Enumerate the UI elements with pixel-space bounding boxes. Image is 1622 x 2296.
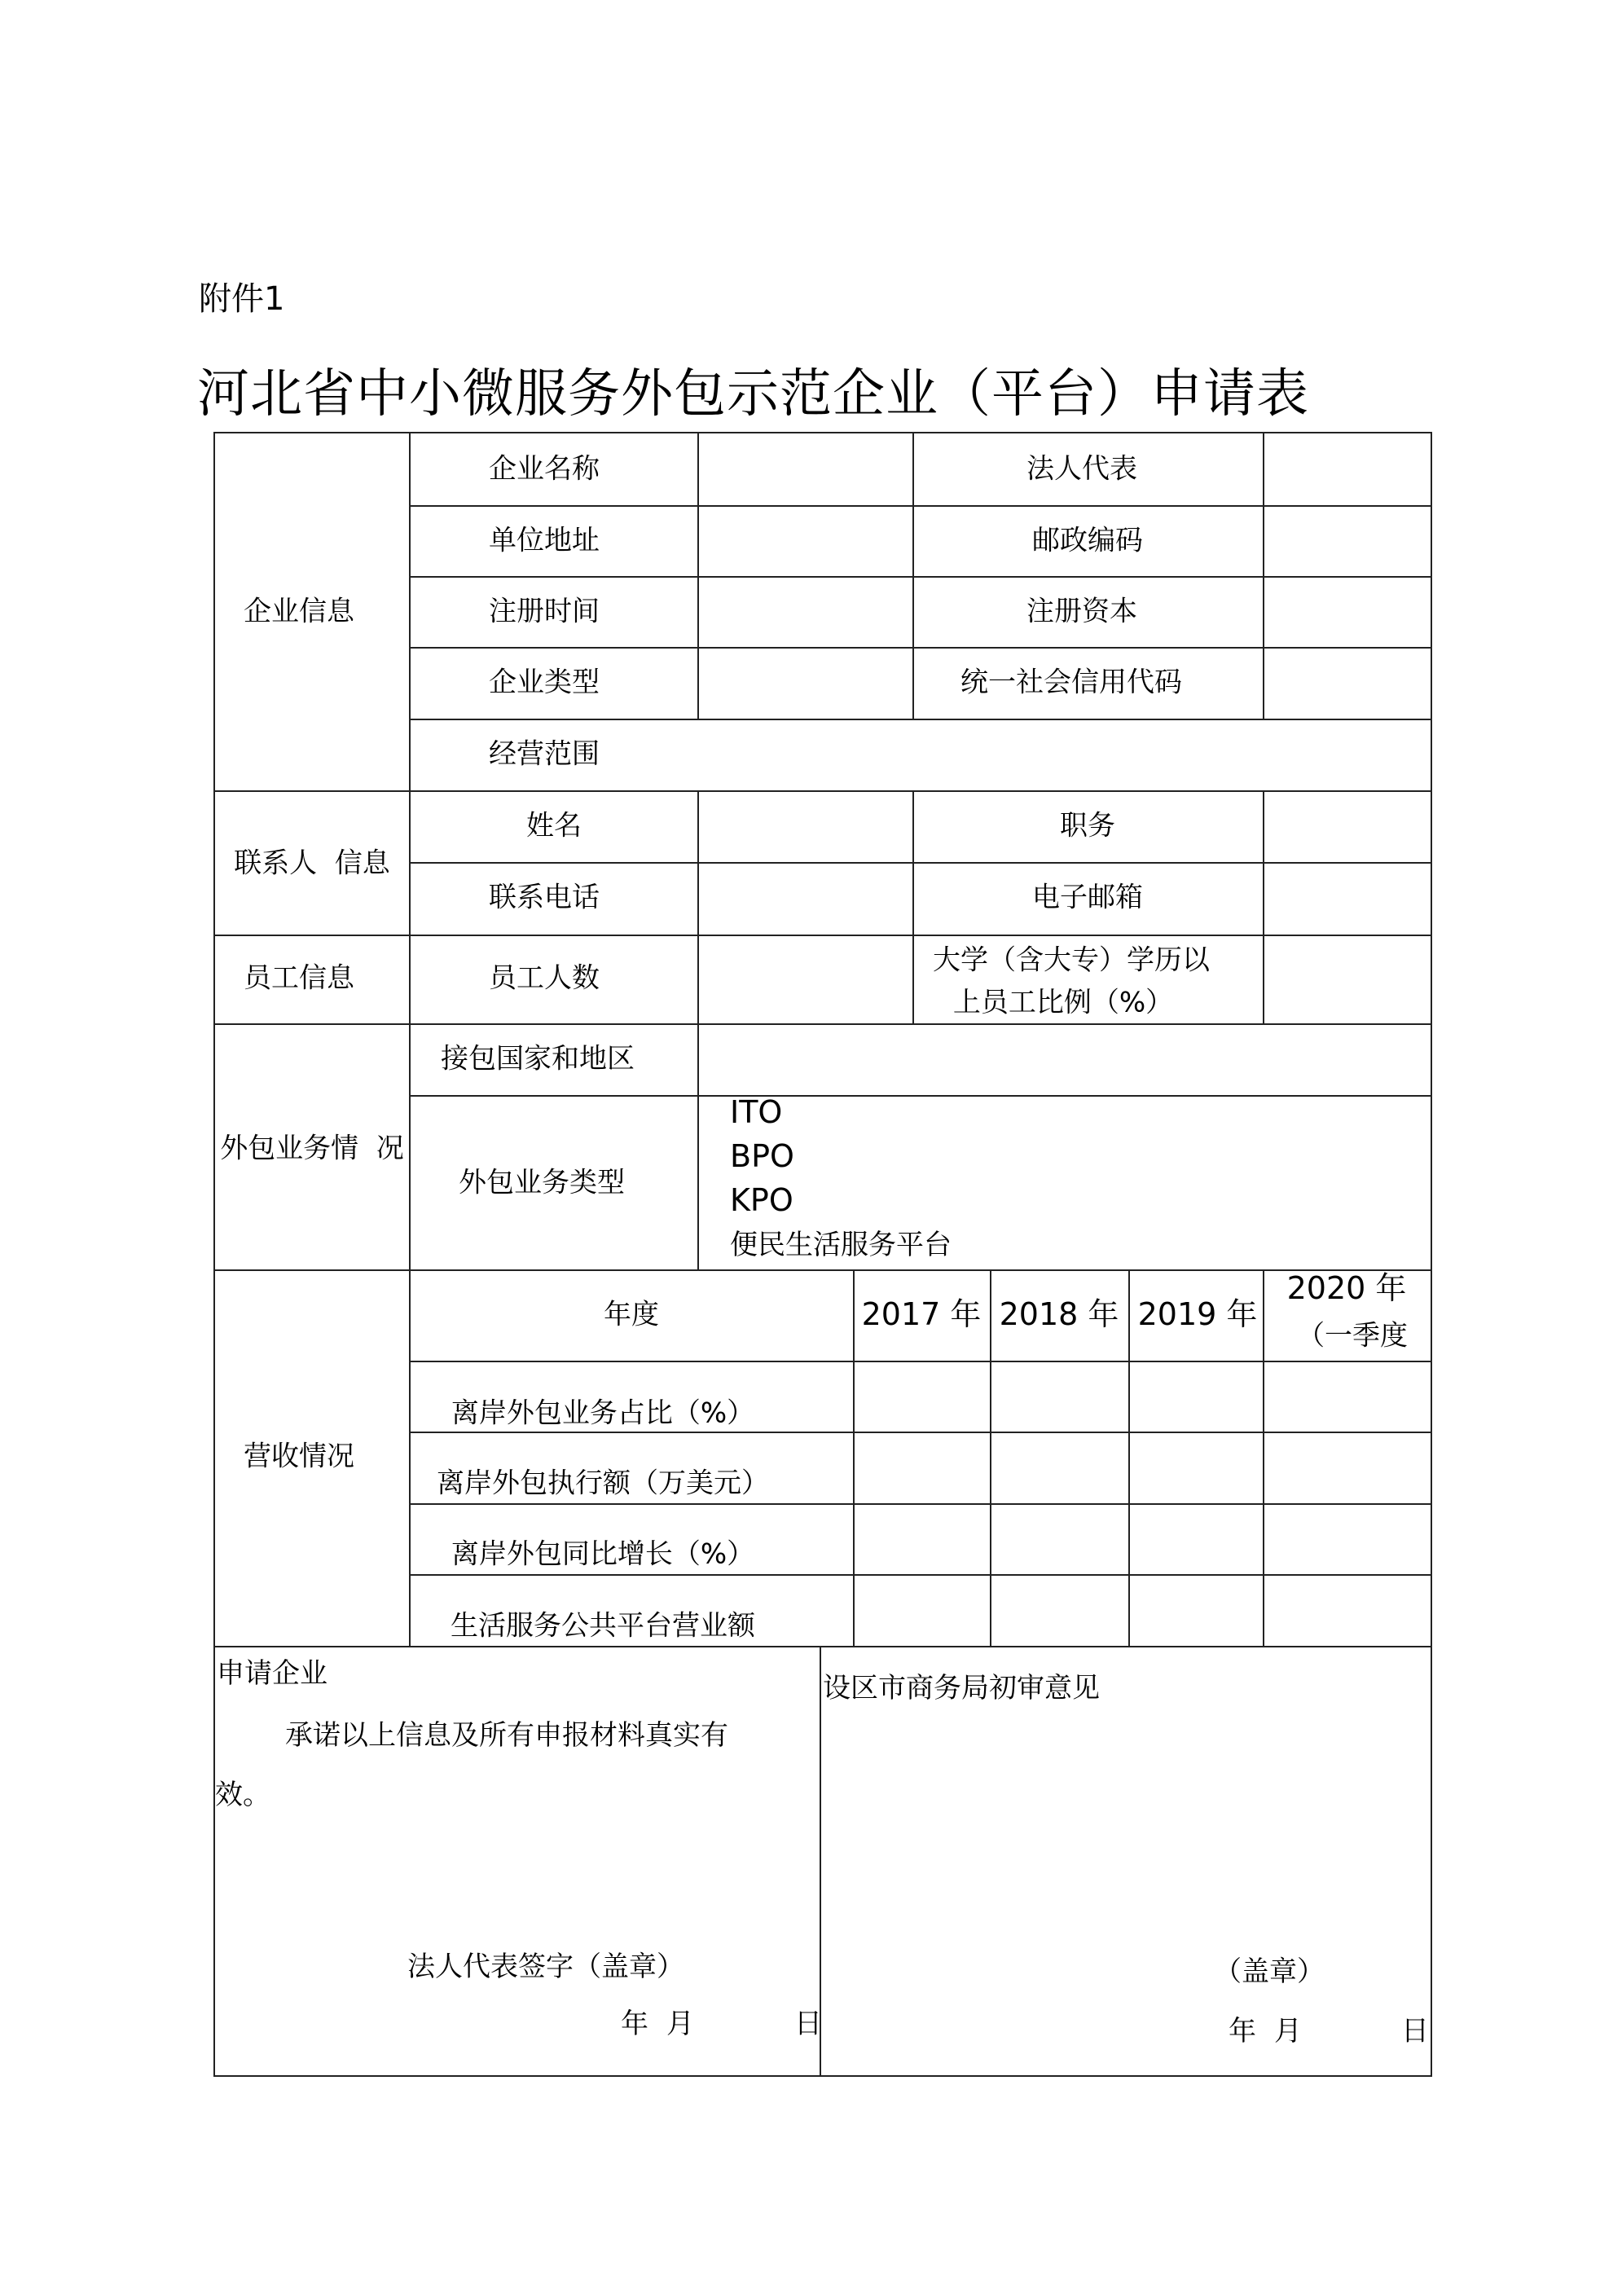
applicant-date-year: 年 bbox=[621, 2008, 648, 2040]
contact-position-label: 职务 bbox=[1060, 809, 1115, 842]
grid-line bbox=[409, 1095, 1432, 1097]
grid-line bbox=[213, 1023, 1432, 1025]
grid-line bbox=[409, 719, 1432, 720]
review-date-month: 月 bbox=[1274, 2015, 1302, 2047]
grid-line bbox=[213, 790, 1432, 792]
attachment-label: 附件1 bbox=[199, 280, 285, 318]
reg-capital-label: 注册资本 bbox=[1026, 595, 1137, 628]
contact-phone-label: 联系电话 bbox=[489, 881, 600, 914]
legal-rep-label: 法人代表 bbox=[1026, 452, 1137, 486]
degree-ratio-label-line2: 上员工比例（%） bbox=[952, 986, 1174, 1019]
outsourcing-type-bpo: BPO bbox=[730, 1138, 794, 1174]
table-border-top bbox=[213, 432, 1432, 433]
grid-line bbox=[990, 1269, 991, 1646]
degree-ratio-label-line1: 大学（含大专）学历以 bbox=[933, 943, 1210, 977]
outsourcing-type-label: 外包业务类型 bbox=[459, 1166, 625, 1199]
credit-code-label: 统一社会信用代码 bbox=[960, 666, 1182, 699]
review-date-year: 年 bbox=[1229, 2015, 1256, 2047]
outsourcing-type-service-platform: 便民生活服务平台 bbox=[730, 1229, 952, 1261]
applicant-commitment-line1: 承诺以上信息及所有申报材料真实有 bbox=[285, 1719, 728, 1752]
table-border-right bbox=[1431, 432, 1432, 2077]
grid-line bbox=[409, 1503, 1432, 1505]
business-scope-label: 经营范围 bbox=[489, 737, 600, 771]
grid-line bbox=[1263, 790, 1264, 1025]
year-2018: 2018 年 bbox=[999, 1296, 1119, 1333]
grid-line bbox=[697, 432, 699, 719]
grid-line bbox=[409, 862, 1432, 864]
grid-line bbox=[1263, 432, 1264, 719]
revenue-row-offshore-amount: 离岸外包执行额（万美元） bbox=[437, 1467, 769, 1500]
address-label: 单位地址 bbox=[489, 524, 600, 557]
region-label: 接包国家和地区 bbox=[441, 1042, 635, 1075]
contact-name-label: 姓名 bbox=[526, 809, 582, 842]
page-title: 河北省中小微服务外包示范企业（平台）申请表 bbox=[197, 364, 1309, 424]
grid-line bbox=[213, 1269, 1432, 1271]
year-2020-line2: （一季度 bbox=[1297, 1319, 1408, 1353]
legal-rep-signature-label: 法人代表签字（盖章） bbox=[407, 1951, 684, 1983]
section-enterprise-info: 企业信息 bbox=[244, 595, 354, 628]
outsourcing-type-kpo: KPO bbox=[730, 1182, 793, 1218]
grid-line bbox=[409, 576, 1432, 578]
grid-line bbox=[409, 1361, 1432, 1362]
grid-line bbox=[213, 935, 1432, 936]
table-border-left bbox=[213, 432, 215, 2077]
grid-line bbox=[409, 505, 1432, 507]
year-2019: 2019 年 bbox=[1137, 1296, 1258, 1333]
applicant-title: 申请企业 bbox=[217, 1657, 327, 1690]
grid-line bbox=[1263, 1269, 1264, 1646]
grid-line bbox=[213, 1646, 1432, 1647]
section-contact-info: 联系人 信息 bbox=[234, 847, 390, 880]
section-outsourcing: 外包业务情 况 bbox=[220, 1132, 404, 1165]
revenue-row-offshore-growth: 离岸外包同比增长（%） bbox=[451, 1537, 755, 1571]
enterprise-type-label: 企业类型 bbox=[489, 666, 600, 699]
reg-time-label: 注册时间 bbox=[489, 595, 600, 628]
review-title: 设区市商务局初审意见 bbox=[823, 1672, 1100, 1704]
revenue-row-offshore-share: 离岸外包业务占比（%） bbox=[451, 1397, 755, 1430]
applicant-date-month: 月 bbox=[666, 2008, 694, 2040]
section-revenue: 营收情况 bbox=[244, 1440, 354, 1473]
outsourcing-type-ito: ITO bbox=[730, 1094, 783, 1130]
year-2020-line1: 2020 年 bbox=[1286, 1270, 1407, 1307]
revenue-row-platform-revenue: 生活服务公共平台营业额 bbox=[451, 1609, 755, 1643]
year-2017: 2017 年 bbox=[861, 1296, 982, 1333]
grid-line bbox=[409, 1574, 1432, 1576]
postcode-label: 邮政编码 bbox=[1032, 524, 1143, 557]
grid-line bbox=[409, 432, 411, 1647]
review-date-day: 日 bbox=[1401, 2015, 1429, 2047]
grid-line bbox=[912, 432, 914, 719]
grid-line bbox=[912, 790, 914, 1025]
applicant-date-day: 日 bbox=[794, 2008, 822, 2040]
contact-email-label: 电子邮箱 bbox=[1032, 881, 1143, 914]
enterprise-name-label: 企业名称 bbox=[489, 452, 600, 486]
grid-line bbox=[853, 1269, 855, 1646]
table-border-bottom bbox=[213, 2075, 1432, 2077]
year-header: 年度 bbox=[604, 1298, 659, 1331]
grid-line bbox=[697, 1023, 699, 1269]
review-stamp-label: （盖章） bbox=[1214, 1955, 1325, 1988]
grid-line bbox=[1128, 1269, 1130, 1646]
staff-count-label: 员工人数 bbox=[489, 961, 600, 995]
grid-line bbox=[409, 647, 1432, 649]
grid-line bbox=[409, 1432, 1432, 1433]
section-staff-info: 员工信息 bbox=[244, 961, 354, 995]
applicant-commitment-line2: 效。 bbox=[215, 1779, 270, 1811]
grid-line bbox=[697, 790, 699, 1025]
